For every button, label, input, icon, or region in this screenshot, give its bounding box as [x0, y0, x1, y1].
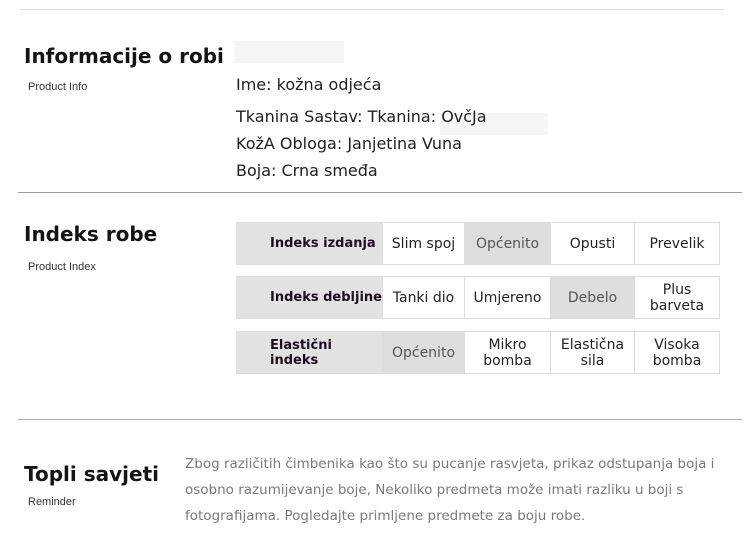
- product-info-subtitle: Product Info: [28, 81, 88, 93]
- thickness-index-row: [236, 276, 720, 319]
- fit-index-row: [236, 222, 720, 265]
- reminder-title: Topli savjeti: [24, 462, 159, 486]
- product-index-title: Indeks robe: [24, 222, 158, 246]
- fit-option-slim: Slim spoj: [382, 223, 464, 264]
- elasticity-index-label: Elastični indeks: [236, 332, 382, 373]
- fit-option-regular: Općenito: [464, 223, 550, 264]
- fit-index-label: Indeks izdanja: [236, 223, 382, 264]
- color-line: Boja: Crna smeđa: [236, 161, 378, 180]
- section-divider: [18, 192, 742, 193]
- product-info-title: Informacije o robi: [24, 44, 224, 68]
- elasticity-option-elastic: Elastična sila: [550, 332, 634, 373]
- product-name-line: Ime: kožna odjeća: [236, 75, 382, 94]
- top-divider: [20, 9, 724, 10]
- product-index-subtitle: Product Index: [28, 261, 96, 273]
- fit-option-relaxed: Opusti: [550, 223, 634, 264]
- elasticity-index-row: [236, 331, 720, 374]
- reminder-subtitle: Reminder: [28, 496, 76, 508]
- thickness-option-thick: Debelo: [550, 277, 634, 318]
- thickness-option-thin: Tanki dio: [382, 277, 464, 318]
- reminder-text: Zbog različitih čimbenika kao što su pucanje rasvjeta, prikaz odstupanja boja i osobno razumijevanje boje, Nekoliko predmeta može imati razliku u boji s fotografijama. Pogledajte primljene predmete za boju robe.: [185, 456, 715, 524]
- section-divider: [18, 419, 742, 420]
- lining-line: KožA Obloga: Janjetina Vuna: [236, 134, 462, 153]
- thickness-option-plus: Plus barveta: [634, 277, 720, 318]
- elasticity-option-micro: Mikro bomba: [464, 332, 550, 373]
- thickness-index-label: Indeks debljine: [236, 277, 382, 318]
- fit-option-oversized: Prevelik: [634, 223, 720, 264]
- faded-placeholder: [234, 41, 344, 63]
- elasticity-option-general: Općenito: [382, 332, 464, 373]
- fabric-composition-line: Tkanina Sastav: Tkanina: OvčJa: [236, 107, 487, 126]
- elasticity-option-high: Visoka bomba: [634, 332, 720, 373]
- thickness-option-moderate: Umjereno: [464, 277, 550, 318]
